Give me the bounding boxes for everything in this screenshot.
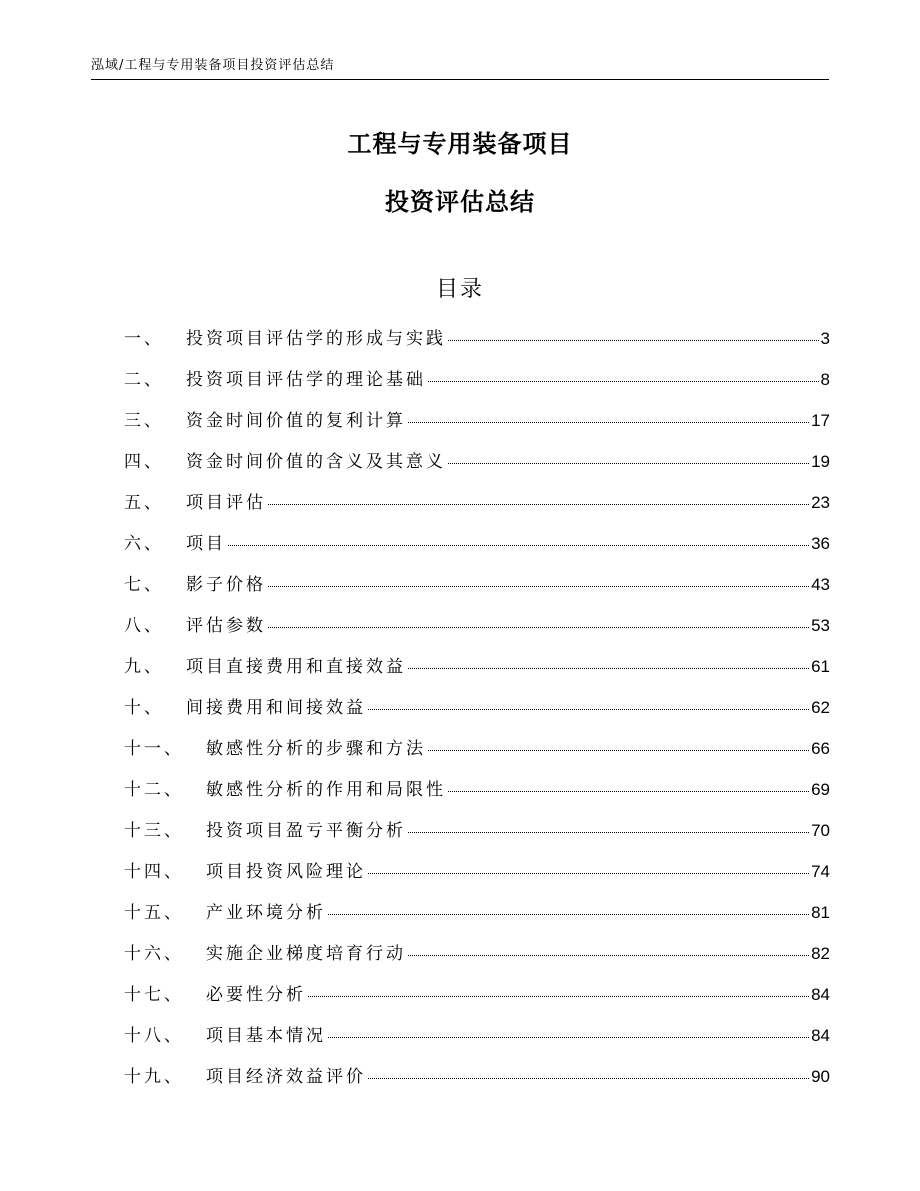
header-divider (91, 79, 829, 80)
table-of-contents (124, 324, 830, 1103)
toc-entry-label: 产业环境分析 (206, 903, 326, 923)
toc-dot-leader (228, 545, 809, 546)
toc-entry-page-number: 43 (811, 575, 830, 594)
toc-entry[interactable] (124, 406, 830, 447)
toc-dot-leader (308, 996, 809, 997)
toc-entry-label: 投资项目评估学的理论基础 (186, 370, 426, 390)
toc-entry-number: 十八、 (124, 1026, 184, 1046)
toc-entry-page-number: 62 (811, 698, 830, 717)
toc-entry[interactable] (124, 734, 830, 775)
toc-dot-leader (408, 422, 809, 423)
toc-entry[interactable] (124, 898, 830, 939)
toc-entry-label: 评估参数 (186, 616, 266, 636)
toc-dot-leader (408, 668, 809, 669)
toc-entry-number: 十、 (124, 698, 164, 718)
toc-entry-page-number: 74 (811, 862, 830, 881)
toc-entry[interactable] (124, 611, 830, 652)
toc-entry[interactable] (124, 570, 830, 611)
toc-dot-leader (268, 504, 809, 505)
toc-dot-leader (368, 1078, 809, 1079)
toc-entry-label: 项目投资风险理论 (206, 862, 366, 882)
toc-entry-label: 资金时间价值的复利计算 (186, 411, 406, 431)
toc-entry-page-number: 3 (820, 329, 830, 348)
toc-entry-page-number: 17 (811, 411, 830, 430)
toc-entry-label: 实施企业梯度培育行动 (206, 944, 406, 964)
toc-entry-page-number: 84 (811, 985, 830, 1004)
toc-dot-leader (448, 791, 809, 792)
toc-entry[interactable] (124, 693, 830, 734)
toc-entry-label: 资金时间价值的含义及其意义 (186, 452, 446, 472)
document-title-line2: 投资评估总结 (385, 188, 535, 216)
toc-entry-page-number: 53 (811, 616, 830, 635)
toc-entry-number: 七、 (124, 575, 164, 595)
toc-entry-label: 影子价格 (186, 575, 266, 595)
toc-dot-leader (268, 586, 809, 587)
toc-entry-label: 投资项目盈亏平衡分析 (206, 821, 406, 841)
toc-entry-page-number: 8 (820, 370, 830, 389)
toc-dot-leader (368, 709, 809, 710)
toc-dot-leader (448, 463, 809, 464)
toc-entry-number: 六、 (124, 534, 164, 554)
toc-entry-number: 十三、 (124, 821, 184, 841)
toc-entry-label: 投资项目评估学的形成与实践 (186, 329, 446, 349)
toc-entry-page-number: 23 (811, 493, 830, 512)
toc-entry-number: 八、 (124, 616, 164, 636)
running-header: 泓域/工程与专用装备项目投资评估总结 (91, 58, 335, 73)
toc-entry-page-number: 90 (811, 1067, 830, 1086)
toc-entry-page-number: 69 (811, 780, 830, 799)
toc-entry-number: 九、 (124, 657, 164, 677)
toc-entry[interactable] (124, 365, 830, 406)
toc-entry-page-number: 19 (811, 452, 830, 471)
toc-entry-number: 十四、 (124, 862, 184, 882)
toc-entry[interactable] (124, 652, 830, 693)
toc-entry[interactable] (124, 980, 830, 1021)
toc-entry-page-number: 36 (811, 534, 830, 553)
toc-dot-leader (268, 627, 809, 628)
toc-entry-label: 敏感性分析的步骤和方法 (206, 739, 426, 759)
toc-dot-leader (368, 873, 809, 874)
toc-entry-label: 项目直接费用和直接效益 (186, 657, 406, 677)
toc-entry-number: 十二、 (124, 780, 184, 800)
toc-entry-page-number: 81 (811, 903, 830, 922)
document-title-line1: 工程与专用装备项目 (347, 130, 573, 158)
toc-entry-page-number: 84 (811, 1026, 830, 1045)
toc-entry-number: 四、 (124, 452, 164, 472)
toc-dot-leader (428, 381, 819, 382)
toc-entry[interactable] (124, 816, 830, 857)
toc-dot-leader (428, 750, 809, 751)
toc-entry-page-number: 61 (811, 657, 830, 676)
toc-entry-number: 十一、 (124, 739, 184, 759)
toc-entry[interactable] (124, 324, 830, 365)
toc-dot-leader (328, 914, 809, 915)
toc-entry-label: 敏感性分析的作用和局限性 (206, 780, 446, 800)
toc-entry-number: 五、 (124, 493, 164, 513)
toc-entry-number: 十六、 (124, 944, 184, 964)
toc-entry-label: 项目基本情况 (206, 1026, 326, 1046)
toc-entry-page-number: 70 (811, 821, 830, 840)
toc-entry-label: 项目评估 (186, 493, 266, 513)
toc-dot-leader (328, 1037, 809, 1038)
toc-entry-number: 十七、 (124, 985, 184, 1005)
toc-entry-label: 必要性分析 (206, 985, 306, 1005)
toc-entry[interactable] (124, 857, 830, 898)
toc-entry-number: 一、 (124, 329, 164, 349)
toc-entry[interactable] (124, 447, 830, 488)
toc-entry-page-number: 82 (811, 944, 830, 963)
toc-entry-number: 三、 (124, 411, 164, 431)
toc-dot-leader (448, 340, 819, 341)
toc-entry[interactable] (124, 939, 830, 980)
toc-entry-number: 二、 (124, 370, 164, 390)
toc-entry-number: 十九、 (124, 1067, 184, 1087)
toc-entry-label: 间接费用和间接效益 (186, 698, 366, 718)
toc-entry-label: 项目经济效益评价 (206, 1067, 366, 1087)
toc-entry[interactable] (124, 1062, 830, 1103)
toc-entry[interactable] (124, 1021, 830, 1062)
toc-entry[interactable] (124, 488, 830, 529)
toc-entry[interactable] (124, 529, 830, 570)
toc-dot-leader (408, 832, 809, 833)
toc-entry[interactable] (124, 775, 830, 816)
toc-dot-leader (408, 955, 809, 956)
toc-entry-page-number: 66 (811, 739, 830, 758)
toc-heading: 目录 (435, 277, 484, 302)
toc-entry-number: 十五、 (124, 903, 184, 923)
toc-entry-label: 项目 (186, 534, 226, 554)
